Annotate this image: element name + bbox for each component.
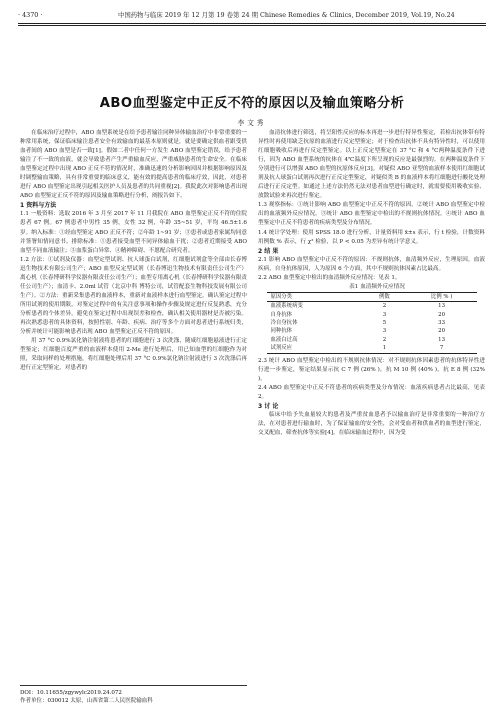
intro-paragraph: 在临床治疗过程中，ABO 血型系统是在给予患者输注同种异体输血治疗中非常重要的一种常用系统，保证临床输注患者安全有效输血的最基本原则就是，就是要确定供血者跟受供血者间的 ABO 血型是否一致[1]。假如二者中任何一方发生 ABO 血型鉴定错误，给予患者输注了不一致的血液，就会导致患者产生严重输血反应，严重威胁患者的生命安全。在临床血型鉴定过程中出现 ABO 正反不符的情况时，准确迅速的分析影响因因并根据影响原因及时调整输血策略，具有非常重要的临床意义，能有效的提高患者的临床疗效，因此，对患者进行 ABO 血型鉴定出现引起相关医护人员及患者的共同重视[2]。我院此次对影响患者出现 ABO 血型鉴定正反不符的原因及输血策略进行分析，阐报告如下。 bbox=[20, 130, 247, 200]
cell-category: 试剂反应 bbox=[270, 345, 293, 352]
journal-citation: 中国药物与临床 2019 年 12 月第 19 卷第 24 期 Chinese Remedies & Clinics, December 2019, Vol.19, No.24 bbox=[118, 11, 455, 19]
col-header-category: 原因分类 bbox=[270, 293, 293, 300]
doi: DOI：10.11655/zgywylc2019.24.072 bbox=[20, 690, 122, 696]
cell-category: 血液白过高 bbox=[270, 336, 298, 343]
cell-ratio: 13 bbox=[438, 303, 446, 310]
running-header bbox=[18, 8, 486, 22]
table-row bbox=[267, 344, 477, 353]
cell-count: 5 bbox=[382, 320, 387, 327]
general-data-paragraph: 1.1 一般资料：选取 2016 年 3 月至 2017 年 11 月我院在 ABO 血型鉴定正反不符的住院患者 67 例。67 例患者中男性 35 例，女性 32 例，年龄 35~51 岁，平均 46.5±1.6 岁。纳入标准：①经血型鉴定 ABO 正反不符；②年龄 1~91 岁；③患者或患者家属均同意并签署知情同意书。排除标准：①患者接受血型不同异体输血干扰；②患者近期接受 ABO 血型不同血液输注；③血浆蛋白异常、④精神障碍、不愿配合研究者。 bbox=[20, 211, 247, 254]
table-row bbox=[267, 302, 477, 311]
cell-count: 2 bbox=[382, 303, 387, 310]
reaction-table bbox=[267, 292, 477, 354]
author-affiliation: 作者单位：030012 太原，山西省第二人民医院输血科 bbox=[20, 698, 153, 704]
result-2-2: 2.2 ABO 血型鉴定中检出的血清频外反应情况：见表 1。 bbox=[258, 274, 401, 281]
antibody-paragraph: 血清抗体进行筛选，将呈阳性反应的标本再进一步进行特异性鉴定，若检出抗体带有特异性时再使用缺乏抗原的血液进行反定型鉴定；对于检查出抗体不具有特异性时，可以使用红细胞吸收后再进行反定型鉴定。以上正反定型鉴定在 37 °C 和 4 °C两种温度条件下进行，因为 ABO 血型系统的抗体在 4℃温度下所呈现的反应是最强烈的。在两种温度条件下分别进行可以增强 ABO 血型的抗原体反应[3]。对疑似 ABO 亚型的血液样本使用红细胞试剂及抗人球蛋白试剂再次进行正反定型鉴定，对疑似类 B 的血液样本将红细胞进行酸化处理后进行正反定型。如通过上述方法仍然无法对患者血型进行确定时，就需要使用吸收实验、放散试验来再次进行鉴定。 bbox=[258, 130, 485, 200]
methods-paragraph: 1.2 方法：①试剂及仪器：血型定型试剂、抗人球蛋白试剂，红细胞试剂盒等全部由长春博迅生物技术有限公司生产；ABO 血型反定型试剂（长春博迅生物技术有限责任公司生产）离心机（长春博研科学仪器有限责任公司生产）；血型专用离心机（长春博研科学仪器有限责任公司生产）；血清卡、2.0ml 试管（北京中科 博特公司，试管配套生物科技发展有限公司生产）。②方法：重新采集患者的血液样本，重新对血液样本进行血型鉴定。确认鉴定过程中所用试剂的使用期限，对鉴定过程中的有关注意事项和操作步骤及规定进行反复熟悉，充分分析患者的个体差异，避免在鉴定过程中出现误差和检查，确认相关使用器材是否被污染。再次熟悉患者的具体资料，按照性别、年龄、疾病、治疗等多个方面对患者进行系统归类，分析并统计可能影响患者出现 ABO 血型鉴定正反不符的原因。 bbox=[20, 256, 247, 336]
right-column bbox=[258, 129, 485, 438]
table-header-row bbox=[267, 292, 477, 301]
result-2-4: 2.4 ABO 血型鉴定中正反不符患者的疾病类型及分布情况：血液疾病患者占比最高，见表 2。 bbox=[258, 384, 485, 400]
cell-ratio: 20 bbox=[438, 311, 446, 318]
header-rule bbox=[18, 23, 486, 24]
discussion-paragraph: 临床中给予失血量较大的患者及严重贫血患者予以输血治疗是非常重要的一种治疗方法，在对患者进行输血时，为了保证输血的安全性，会对受血者和供血者的血型进行鉴定，交叉配血，筛查抗体等实验[4]。在临床输血过程中，因为受 bbox=[258, 411, 485, 437]
section-heading-results: 2 结 果 bbox=[258, 247, 279, 255]
statistics-paragraph: 1.4 统计学处理：使用 SPSS 18.0 进行分析，计量资料用 x̄±s 表示，行 t 检验，计数资料用例数 % 表示，行 χ² 检验，以 P < 0.05 为差异有统计学意义。 bbox=[258, 229, 485, 245]
result-2-3: 2.3 统计 ABO 血型鉴定中检出的不规则抗体情况：对不规则抗体因素患者的抗体特异性进行进一步鉴定，鉴定结果显示抗 C 7 例 (26% )，抗 M 10 例 (40% )，抗 E 8 例 (32% )。 bbox=[258, 357, 485, 382]
table-row bbox=[267, 319, 477, 327]
section-heading-discussion: 3 讨 论 bbox=[258, 402, 279, 410]
article-author: 李文秀 bbox=[237, 119, 267, 127]
washing-paragraph: 用 37 °C 0.9%氯化钠注射液将患者的红细胞进行 3 次洗涤，随咸红细胞悬液进行正定型鉴定；红细胞百度严重的血液样本使用 2-Me 进行处理后，用已知血型的红细胞作为对照，采取同样的处理措施，将红细胞处理后用 37 °C 0.9%氯化钠注射液进行 3 次洗涤后再进行正定型鉴定，对患者的 bbox=[20, 338, 247, 372]
left-column bbox=[20, 129, 247, 373]
cell-count: 2 bbox=[382, 336, 387, 343]
article-title: ABO血型鉴定中正反不符的原因以及输血策略分析 bbox=[99, 96, 405, 111]
footnote bbox=[20, 685, 247, 705]
col-header-count: 例数 bbox=[379, 293, 390, 300]
cell-ratio: 33 bbox=[438, 320, 446, 327]
cell-ratio: 20 bbox=[438, 328, 446, 335]
cell-ratio: 13 bbox=[438, 336, 446, 343]
result-2-1: 2.1 影响 ABO 血型鉴定中正反不符的原因：不规则抗体，血清频外反应，生理原因，血液疾病，自身抗体原因，人为原因 6 个方面，其中不规则抗体因素占比最高。 bbox=[258, 256, 485, 272]
cell-count: 3 bbox=[382, 328, 387, 335]
indicators-paragraph: 1.3 观察指标：①统计影响 ABO 血型鉴定中正反不符的原因。②统计 ABO 血型鉴定中检出的血液频外反应情况。③统计 ABO 血型鉴定中检出的不规则抗体情况。④统计 ABO 血型鉴定中正反不符患者的疾病类型及分布情况。 bbox=[258, 202, 485, 227]
table-row bbox=[267, 311, 477, 319]
col-header-ratio: 比例 % ) bbox=[430, 293, 453, 300]
table-caption: 表1 血清频外反应情况 bbox=[349, 283, 405, 290]
cell-count: 1 bbox=[382, 345, 387, 352]
cell-category: 自身抗体 bbox=[270, 311, 293, 318]
cell-count: 3 bbox=[382, 311, 387, 318]
page-number: · 4370 · bbox=[18, 11, 43, 19]
cell-category: 同种抗体 bbox=[270, 328, 293, 335]
table-row bbox=[267, 327, 477, 335]
header-rule-thin bbox=[18, 25, 486, 26]
section-heading-methods: 1 资料与方法 bbox=[20, 202, 57, 210]
cell-category: 冷自身抗体 bbox=[270, 320, 298, 327]
cell-category: 血液系统病变 bbox=[270, 303, 303, 310]
table-row bbox=[267, 336, 477, 344]
cell-ratio: 7 bbox=[439, 345, 444, 352]
